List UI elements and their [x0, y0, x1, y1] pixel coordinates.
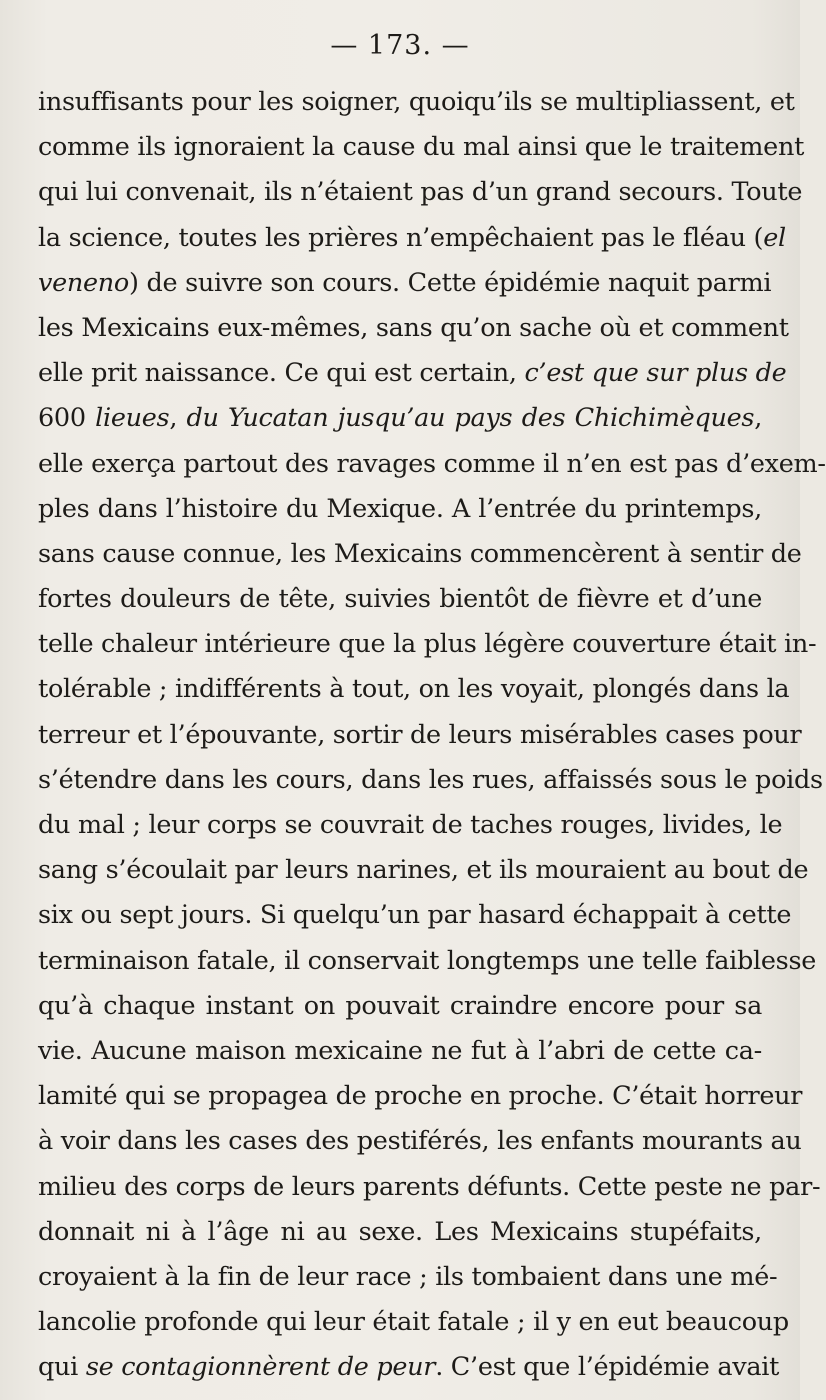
text-run: la science, toutes les prières n’empêchaient pas le fléau (	[38, 222, 764, 253]
italic-text: c’est que sur plus de	[524, 358, 787, 389]
italic-text: lieues	[95, 403, 170, 434]
text-run: 600	[38, 403, 96, 434]
text-run: qu’à chaque instant on pouvait craindre encore pour sa	[38, 990, 762, 1021]
text-line	[38, 1119, 802, 1164]
text-run: elle prit naissance. Ce qui est certain,	[38, 358, 525, 389]
text-line	[38, 442, 826, 487]
text-run: milieu des corps de leurs parents défunts. Cette peste ne par-	[38, 1171, 821, 1202]
text-line	[38, 713, 802, 758]
text-line	[38, 1029, 762, 1074]
text-line	[38, 939, 817, 984]
text-run: vie. Aucune maison mexicaine ne fut à l’abri de cette ca-	[38, 1035, 762, 1066]
text-line	[38, 893, 792, 938]
text-run: six ou sept jours. Si quelqu’un par hasard échappait à cette	[38, 900, 792, 931]
text-run: telle chaleur intérieure que la plus légère couverture était in-	[38, 629, 817, 660]
italic-text: el	[763, 222, 786, 253]
text-line	[38, 125, 805, 170]
text-line	[38, 984, 762, 1029]
text-line	[38, 216, 786, 261]
page-number: — 173. —	[330, 30, 470, 61]
text-line	[38, 261, 772, 306]
text-line	[38, 351, 787, 396]
text-run: ples dans l’histoire du Mexique. A l’entrée du printemps,	[38, 493, 762, 524]
text-line	[38, 396, 762, 441]
text-run: terminaison fatale, il conservait longtemps une telle faiblesse	[38, 945, 817, 976]
text-run: comme ils ignoraient la cause du mal ainsi que le traitement	[38, 132, 805, 163]
text-run: ) de suivre son cours. Cette épidémie naquit parmi	[129, 267, 772, 298]
text-run: . C’est que l’épidémie avait	[435, 1352, 780, 1383]
text-run: elle exerça partout des ravages comme il n’en est pas d’exem-	[38, 448, 826, 479]
text-line	[38, 487, 762, 532]
text-run: les Mexicains eux-mêmes, sans qu’on sache où et comment	[38, 312, 789, 343]
text-run: qui lui convenait, ils n’étaient pas d’un grand secours. Toute	[38, 177, 803, 208]
text-line	[38, 848, 809, 893]
text-run: ,	[754, 403, 763, 434]
text-line	[38, 1074, 803, 1119]
text-line	[38, 803, 783, 848]
text-line	[38, 1210, 762, 1255]
text-run: sans cause connue, les Mexicains commencèrent à sentir de	[38, 538, 802, 569]
text-line	[38, 306, 789, 351]
text-line	[38, 758, 823, 803]
text-line	[38, 170, 803, 215]
italic-text: veneno	[38, 267, 129, 298]
text-run: sang s’écoulait par leurs narines, et ils mouraient au bout de	[38, 855, 809, 886]
text-run: qui	[38, 1352, 86, 1383]
text-line	[38, 532, 802, 577]
text-run: croyaient à la fin de leur race ; ils tombaient dans une mé-	[38, 1261, 778, 1292]
text-run: à voir dans les cases des pestiférés, les enfants mourants au	[38, 1126, 802, 1157]
text-run: du mal ; leur corps se couvrait de taches rouges, livides, le	[38, 810, 783, 840]
text-line	[38, 1255, 778, 1300]
text-run: s’étendre dans les cours, dans les rues, affaissés sous le poids	[38, 764, 823, 795]
text-run: lamité qui se propagea de proche en proche. C’était horreur	[38, 1081, 803, 1112]
text-run: tolérable ; indifférents à tout, on les voyait, plongés dans la	[38, 674, 790, 705]
text-run: insuffisants pour les soigner, quoiqu’ils se multipliassent, et	[38, 87, 795, 117]
body-text	[38, 80, 826, 1390]
text-line	[38, 1345, 780, 1390]
text-line	[38, 80, 795, 125]
text-run: lancolie profonde qui leur était fatale ; il y en eut beaucoup	[38, 1307, 789, 1338]
text-line	[38, 622, 817, 667]
text-line	[38, 1300, 789, 1345]
text-line	[38, 1165, 821, 1210]
text-run: terreur et l’épouvante, sortir de leurs misérables cases pour	[38, 719, 802, 750]
text-line	[38, 667, 790, 712]
text-run: fortes douleurs de tête, suivies bientôt de fièvre et d’une	[38, 584, 762, 615]
text-line	[38, 577, 762, 622]
text-run: donnait ni à l’âge ni au sexe. Les Mexicains stupéfaits,	[38, 1216, 762, 1247]
text-run: ,	[169, 403, 187, 434]
italic-text: se contagionnèrent de peur	[85, 1352, 436, 1383]
italic-text: du Yucatan jusqu’au pays des Chichimèques	[186, 403, 755, 434]
